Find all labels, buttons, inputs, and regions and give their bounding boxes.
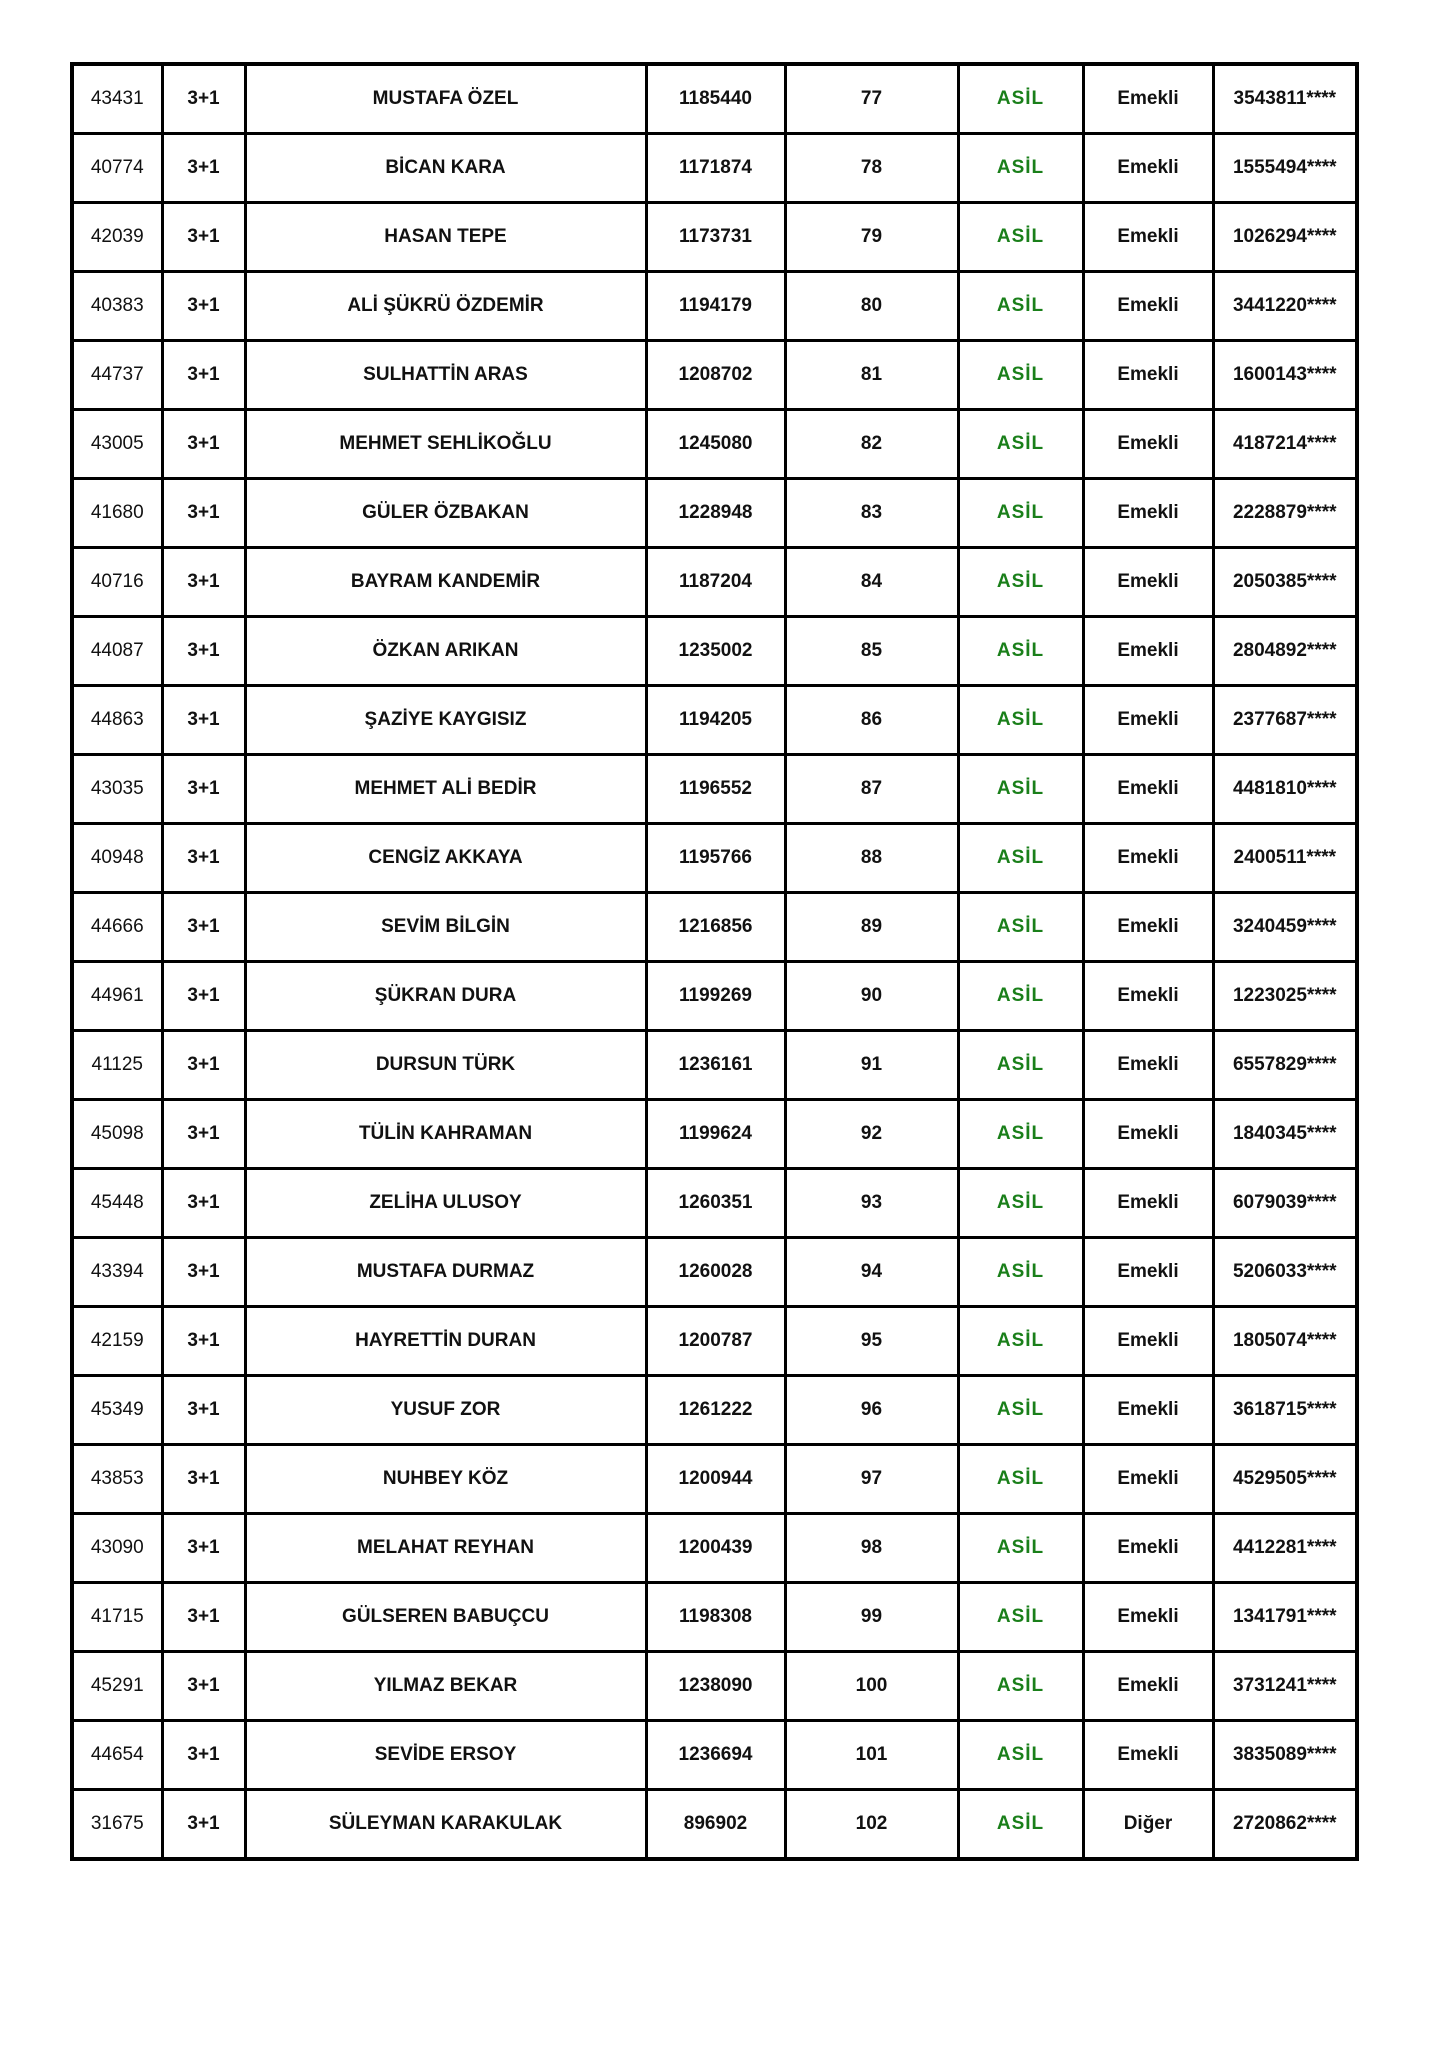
name-cell: NUHBEY KÖZ [245,1445,646,1514]
application-number-cell: 1199624 [646,1100,785,1169]
status-cell: ASİL [958,1583,1083,1652]
row-number-cell: 40774 [72,134,162,203]
table-row [72,686,1357,755]
row-number-cell: 42039 [72,203,162,272]
row-number-cell: 43090 [72,1514,162,1583]
name-cell: HAYRETTİN DURAN [245,1307,646,1376]
table-row [72,962,1357,1031]
id-number-cell: 2228879**** [1213,479,1357,548]
category-cell: Emekli [1083,1031,1213,1100]
results-table [70,62,1359,1861]
flat-type-cell: 3+1 [162,755,245,824]
application-number-cell: 1245080 [646,410,785,479]
row-number-cell: 44737 [72,341,162,410]
table-row [72,1652,1357,1721]
application-number-cell: 1238090 [646,1652,785,1721]
row-number-cell: 41715 [72,1583,162,1652]
rank-cell: 83 [785,479,958,548]
status-cell: ASİL [958,755,1083,824]
id-number-cell: 3543811**** [1213,64,1357,134]
rank-cell: 90 [785,962,958,1031]
status-cell: ASİL [958,479,1083,548]
category-cell: Emekli [1083,548,1213,617]
row-number-cell: 31675 [72,1790,162,1860]
flat-type-cell: 3+1 [162,1031,245,1100]
flat-type-cell: 3+1 [162,1514,245,1583]
id-number-cell: 2804892**** [1213,617,1357,686]
table-row [72,1238,1357,1307]
application-number-cell: 1196552 [646,755,785,824]
id-number-cell: 1840345**** [1213,1100,1357,1169]
table-row [72,1100,1357,1169]
row-number-cell: 43431 [72,64,162,134]
flat-type-cell: 3+1 [162,893,245,962]
application-number-cell: 1173731 [646,203,785,272]
table-row [72,134,1357,203]
status-cell: ASİL [958,1376,1083,1445]
id-number-cell: 4187214**** [1213,410,1357,479]
flat-type-cell: 3+1 [162,1376,245,1445]
application-number-cell: 1194205 [646,686,785,755]
table-row [72,1445,1357,1514]
category-cell: Emekli [1083,1514,1213,1583]
status-cell: ASİL [958,134,1083,203]
name-cell: SEVİM BİLGİN [245,893,646,962]
status-cell: ASİL [958,1031,1083,1100]
name-cell: MEHMET ALİ BEDİR [245,755,646,824]
row-number-cell: 44087 [72,617,162,686]
status-cell: ASİL [958,272,1083,341]
flat-type-cell: 3+1 [162,1238,245,1307]
row-number-cell: 42159 [72,1307,162,1376]
row-number-cell: 41125 [72,1031,162,1100]
table-row [72,617,1357,686]
table-row [72,548,1357,617]
status-cell: ASİL [958,64,1083,134]
name-cell: HASAN TEPE [245,203,646,272]
category-cell: Emekli [1083,755,1213,824]
rank-cell: 77 [785,64,958,134]
rank-cell: 78 [785,134,958,203]
category-cell: Emekli [1083,134,1213,203]
status-cell: ASİL [958,1445,1083,1514]
status-cell: ASİL [958,1238,1083,1307]
id-number-cell: 3441220**** [1213,272,1357,341]
flat-type-cell: 3+1 [162,1100,245,1169]
name-cell: ŞAZİYE KAYGISIZ [245,686,646,755]
id-number-cell: 4412281**** [1213,1514,1357,1583]
row-number-cell: 45448 [72,1169,162,1238]
name-cell: ÖZKAN ARIKAN [245,617,646,686]
name-cell: CENGİZ AKKAYA [245,824,646,893]
application-number-cell: 1200439 [646,1514,785,1583]
flat-type-cell: 3+1 [162,1169,245,1238]
flat-type-cell: 3+1 [162,1583,245,1652]
table-row [72,410,1357,479]
row-number-cell: 43394 [72,1238,162,1307]
rank-cell: 91 [785,1031,958,1100]
rank-cell: 87 [785,755,958,824]
table-row [72,1031,1357,1100]
id-number-cell: 2400511**** [1213,824,1357,893]
application-number-cell: 1171874 [646,134,785,203]
application-number-cell: 1228948 [646,479,785,548]
rank-cell: 93 [785,1169,958,1238]
name-cell: GÜLSEREN BABUÇCU [245,1583,646,1652]
category-cell: Emekli [1083,1100,1213,1169]
status-cell: ASİL [958,203,1083,272]
category-cell: Emekli [1083,962,1213,1031]
application-number-cell: 1260028 [646,1238,785,1307]
row-number-cell: 45098 [72,1100,162,1169]
row-number-cell: 44961 [72,962,162,1031]
flat-type-cell: 3+1 [162,962,245,1031]
category-cell: Emekli [1083,1376,1213,1445]
name-cell: MUSTAFA DURMAZ [245,1238,646,1307]
category-cell: Emekli [1083,824,1213,893]
flat-type-cell: 3+1 [162,1790,245,1860]
application-number-cell: 1199269 [646,962,785,1031]
name-cell: SEVİDE ERSOY [245,1721,646,1790]
status-cell: ASİL [958,410,1083,479]
status-cell: ASİL [958,893,1083,962]
rank-cell: 88 [785,824,958,893]
id-number-cell: 1341791**** [1213,1583,1357,1652]
flat-type-cell: 3+1 [162,134,245,203]
table-row [72,1583,1357,1652]
name-cell: BİCAN KARA [245,134,646,203]
id-number-cell: 6557829**** [1213,1031,1357,1100]
name-cell: YUSUF ZOR [245,1376,646,1445]
category-cell: Emekli [1083,272,1213,341]
application-number-cell: 1195766 [646,824,785,893]
flat-type-cell: 3+1 [162,410,245,479]
rank-cell: 102 [785,1790,958,1860]
category-cell: Emekli [1083,893,1213,962]
table-row [72,272,1357,341]
id-number-cell: 2720862**** [1213,1790,1357,1860]
category-cell: Emekli [1083,686,1213,755]
rank-cell: 81 [785,341,958,410]
category-cell: Emekli [1083,1445,1213,1514]
status-cell: ASİL [958,617,1083,686]
id-number-cell: 2050385**** [1213,548,1357,617]
id-number-cell: 1555494**** [1213,134,1357,203]
application-number-cell: 1200944 [646,1445,785,1514]
status-cell: ASİL [958,548,1083,617]
application-number-cell: 1194179 [646,272,785,341]
flat-type-cell: 3+1 [162,203,245,272]
table-row [72,824,1357,893]
table-row [72,1790,1357,1860]
rank-cell: 85 [785,617,958,686]
row-number-cell: 43035 [72,755,162,824]
id-number-cell: 1026294**** [1213,203,1357,272]
category-cell: Emekli [1083,1169,1213,1238]
category-cell: Emekli [1083,1583,1213,1652]
status-cell: ASİL [958,341,1083,410]
status-cell: ASİL [958,1721,1083,1790]
rank-cell: 80 [785,272,958,341]
flat-type-cell: 3+1 [162,1721,245,1790]
category-cell: Emekli [1083,1721,1213,1790]
flat-type-cell: 3+1 [162,272,245,341]
status-cell: ASİL [958,962,1083,1031]
application-number-cell: 1236161 [646,1031,785,1100]
table-row [72,1169,1357,1238]
name-cell: MELAHAT REYHAN [245,1514,646,1583]
application-number-cell: 1185440 [646,64,785,134]
name-cell: YILMAZ BEKAR [245,1652,646,1721]
status-cell: ASİL [958,1514,1083,1583]
status-cell: ASİL [958,1169,1083,1238]
table-row [72,341,1357,410]
rank-cell: 96 [785,1376,958,1445]
name-cell: TÜLİN KAHRAMAN [245,1100,646,1169]
id-number-cell: 4481810**** [1213,755,1357,824]
flat-type-cell: 3+1 [162,1445,245,1514]
rank-cell: 97 [785,1445,958,1514]
flat-type-cell: 3+1 [162,341,245,410]
application-number-cell: 1260351 [646,1169,785,1238]
rank-cell: 95 [785,1307,958,1376]
rank-cell: 99 [785,1583,958,1652]
id-number-cell: 5206033**** [1213,1238,1357,1307]
application-number-cell: 1208702 [646,341,785,410]
category-cell: Emekli [1083,203,1213,272]
rank-cell: 84 [785,548,958,617]
rank-cell: 101 [785,1721,958,1790]
category-cell: Emekli [1083,341,1213,410]
application-number-cell: 896902 [646,1790,785,1860]
status-cell: ASİL [958,1652,1083,1721]
rank-cell: 98 [785,1514,958,1583]
id-number-cell: 1223025**** [1213,962,1357,1031]
status-cell: ASİL [958,686,1083,755]
row-number-cell: 41680 [72,479,162,548]
name-cell: ŞÜKRAN DURA [245,962,646,1031]
table-row [72,203,1357,272]
name-cell: DURSUN TÜRK [245,1031,646,1100]
row-number-cell: 44666 [72,893,162,962]
rank-cell: 89 [785,893,958,962]
flat-type-cell: 3+1 [162,617,245,686]
id-number-cell: 3618715**** [1213,1376,1357,1445]
flat-type-cell: 3+1 [162,1307,245,1376]
name-cell: MEHMET SEHLİKOĞLU [245,410,646,479]
id-number-cell: 1600143**** [1213,341,1357,410]
row-number-cell: 40383 [72,272,162,341]
table-row [72,1514,1357,1583]
category-cell: Emekli [1083,410,1213,479]
category-cell: Emekli [1083,617,1213,686]
row-number-cell: 45291 [72,1652,162,1721]
rank-cell: 82 [785,410,958,479]
name-cell: BAYRAM KANDEMİR [245,548,646,617]
category-cell: Emekli [1083,1238,1213,1307]
table-row [72,755,1357,824]
application-number-cell: 1200787 [646,1307,785,1376]
status-cell: ASİL [958,1100,1083,1169]
rank-cell: 94 [785,1238,958,1307]
table-row [72,479,1357,548]
id-number-cell: 3731241**** [1213,1652,1357,1721]
flat-type-cell: 3+1 [162,1652,245,1721]
name-cell: ALİ ŞÜKRÜ ÖZDEMİR [245,272,646,341]
table-row [72,1376,1357,1445]
category-cell: Diğer [1083,1790,1213,1860]
application-number-cell: 1235002 [646,617,785,686]
row-number-cell: 40716 [72,548,162,617]
row-number-cell: 43005 [72,410,162,479]
application-number-cell: 1198308 [646,1583,785,1652]
name-cell: MUSTAFA ÖZEL [245,64,646,134]
application-number-cell: 1187204 [646,548,785,617]
id-number-cell: 4529505**** [1213,1445,1357,1514]
flat-type-cell: 3+1 [162,548,245,617]
flat-type-cell: 3+1 [162,64,245,134]
results-table-body [72,64,1357,1859]
name-cell: SULHATTİN ARAS [245,341,646,410]
row-number-cell: 43853 [72,1445,162,1514]
category-cell: Emekli [1083,64,1213,134]
row-number-cell: 45349 [72,1376,162,1445]
status-cell: ASİL [958,824,1083,893]
category-cell: Emekli [1083,1307,1213,1376]
status-cell: ASİL [958,1790,1083,1860]
category-cell: Emekli [1083,479,1213,548]
application-number-cell: 1236694 [646,1721,785,1790]
status-cell: ASİL [958,1307,1083,1376]
table-row [72,64,1357,134]
name-cell: ZELİHA ULUSOY [245,1169,646,1238]
id-number-cell: 1805074**** [1213,1307,1357,1376]
flat-type-cell: 3+1 [162,824,245,893]
flat-type-cell: 3+1 [162,686,245,755]
table-row [72,893,1357,962]
row-number-cell: 40948 [72,824,162,893]
row-number-cell: 44654 [72,1721,162,1790]
id-number-cell: 3240459**** [1213,893,1357,962]
flat-type-cell: 3+1 [162,479,245,548]
table-row [72,1721,1357,1790]
application-number-cell: 1216856 [646,893,785,962]
id-number-cell: 3835089**** [1213,1721,1357,1790]
application-number-cell: 1261222 [646,1376,785,1445]
id-number-cell: 2377687**** [1213,686,1357,755]
id-number-cell: 6079039**** [1213,1169,1357,1238]
category-cell: Emekli [1083,1652,1213,1721]
rank-cell: 92 [785,1100,958,1169]
name-cell: GÜLER ÖZBAKAN [245,479,646,548]
table-row [72,1307,1357,1376]
name-cell: SÜLEYMAN KARAKULAK [245,1790,646,1860]
rank-cell: 86 [785,686,958,755]
rank-cell: 100 [785,1652,958,1721]
row-number-cell: 44863 [72,686,162,755]
rank-cell: 79 [785,203,958,272]
